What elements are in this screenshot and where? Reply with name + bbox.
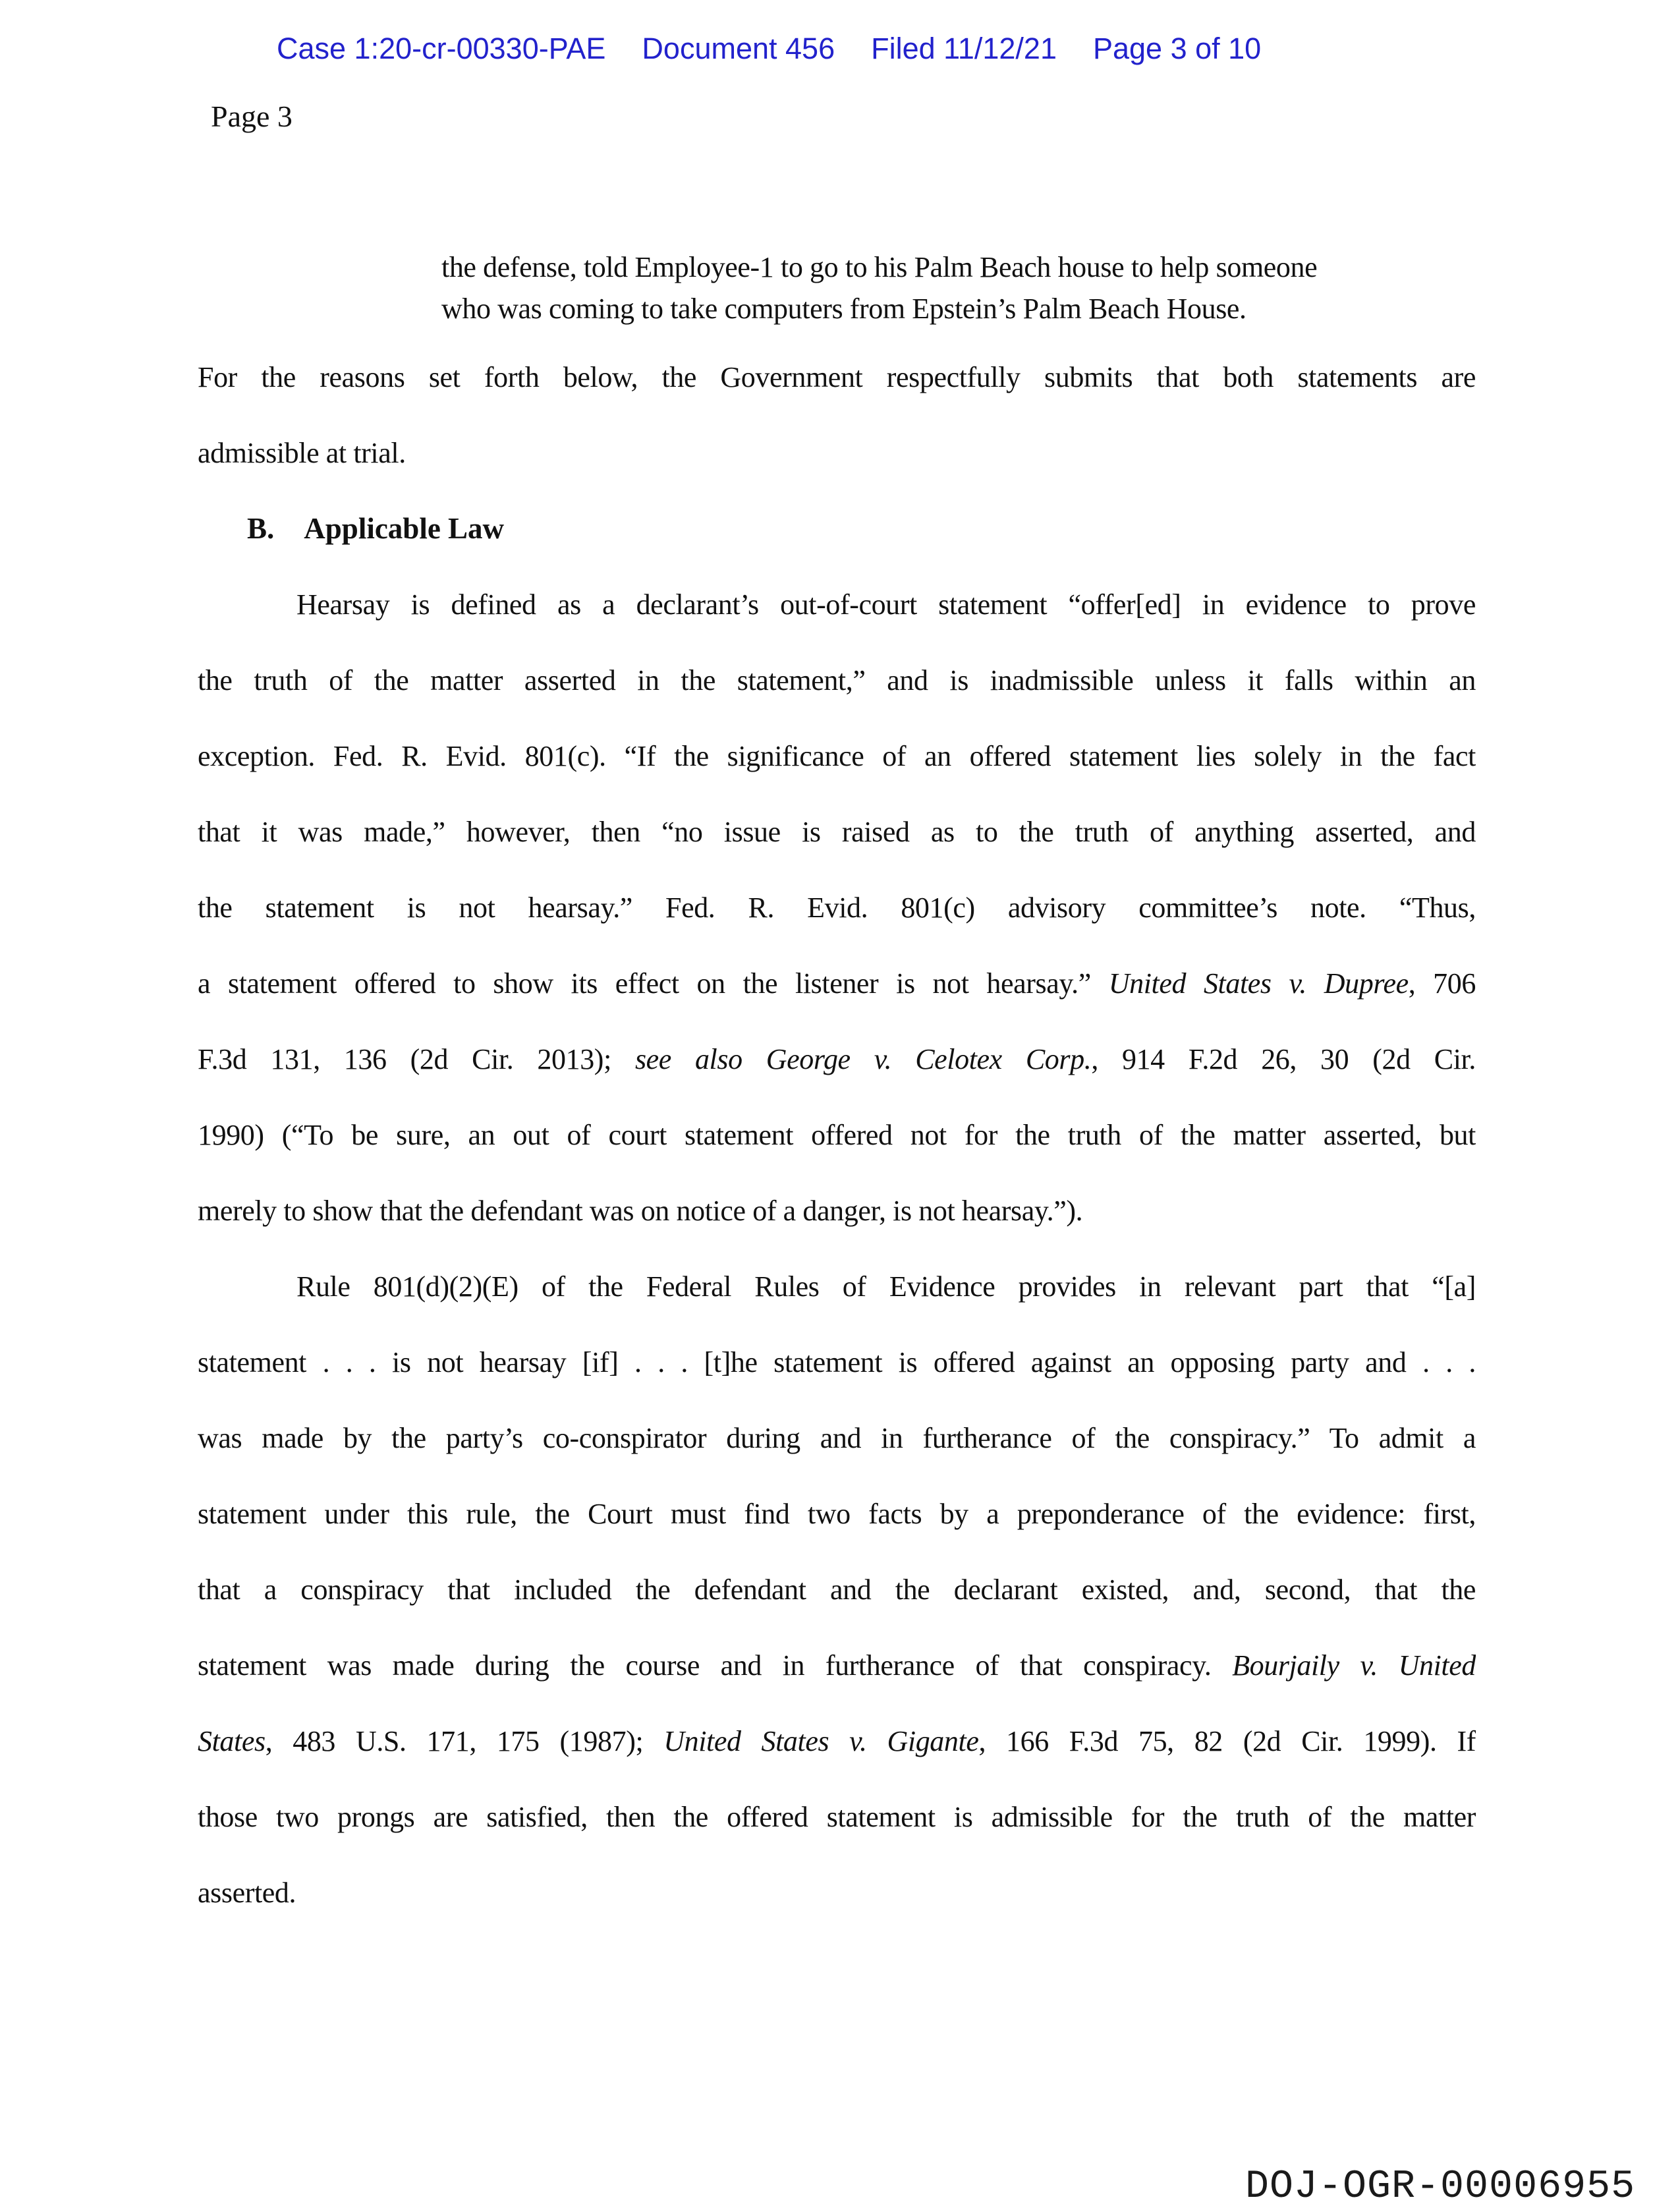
stamp-case-number: Case 1:20-cr-00330-PAE [277,32,606,65]
text-line [198,1476,1476,1552]
text-line [198,1173,1476,1249]
case-citation-italic: Bourjaily v. United [1232,1649,1476,1682]
text-segment: that a conspiracy that included the defendant and the declarant existed, and, second, that the [198,1574,1476,1606]
text-segment: the statement is not hearsay.” Fed. R. Evid. 801(c) advisory committee’s note. “Thus, [198,892,1476,924]
text-segment: statement . . . is not hearsay [if] . . . [t]he statement is offered against an opposing party and . . . [198,1346,1476,1378]
text-segment: statement was made during the course and in furtherance of that conspiracy. [198,1649,1233,1682]
text-line [198,718,1476,794]
text-segment: Hearsay is defined as a declarant’s out-of-court statement “offer[ed] in evidence to prove [296,588,1476,621]
text-segment: , 914 F.2d 26, 30 (2d Cir. [1091,1043,1476,1075]
text-line [198,642,1476,718]
text-line [198,1703,1476,1779]
text-segment: 1990) (“To be sure, an out of court statement offered not for the truth of the matter asserted, but [198,1119,1476,1151]
text-segment: those two prongs are satisfied, then the offered statement is admissible for the truth of the matter [198,1801,1476,1833]
text-segment: who was coming to take computers from Epstein’s Palm Beach House. [441,293,1246,325]
paragraph-rule-801 [198,1249,1476,1931]
text-segment: the truth of the matter asserted in the statement,” and is inadmissible unless it falls within an [198,664,1476,696]
stamp-document-number: Document 456 [642,32,835,65]
text-segment: , 706 [1408,967,1476,1000]
bates-number: DOJ-OGR-00006955 [1245,2165,1636,2209]
text-segment: asserted. [198,1877,296,1909]
text-segment: , 166 F.3d 75, 82 (2d Cir. 1999). If [978,1725,1476,1757]
case-citation-italic: United States v. Gigante [663,1725,979,1757]
text-segment: statement under this rule, the Court must find two facts by a preponderance of the evidence: first, [198,1498,1476,1530]
text-line [198,794,1476,870]
text-line [198,1779,1476,1855]
text-segment: , 483 U.S. 171, 175 (1987); [265,1725,664,1757]
text-line [198,1324,1476,1400]
court-filing-stamp [277,32,1261,66]
text-segment: the defense, told Employee-1 to go to his Palm Beach house to help someone [441,251,1318,283]
text-segment: For the reasons set forth below, the Government respectfully submits that both statements are [198,361,1476,393]
text-segment: admissible at trial. [198,437,406,469]
text-line [198,1021,1476,1097]
text-line [198,415,1476,491]
text-segment: Rule 801(d)(2)(E) of the Federal Rules of Evidence provides in relevant part that “[a] [296,1270,1476,1303]
text-segment: merely to show that the defendant was on notice of a danger, is not hearsay.”). [198,1195,1083,1227]
text-segment: that it was made,” however, then “no issue is raised as to the truth of anything asserted, and [198,816,1476,848]
paragraph-hearsay-definition [198,567,1476,1249]
stamp-page-count: Page 3 of 10 [1092,32,1262,65]
case-citation-italic: see also George v. Celotex Corp. [634,1043,1092,1075]
text-segment: exception. Fed. R. Evid. 801(c). “If the significance of an offered statement lies solely in the fact [198,740,1476,772]
text-line [441,246,1469,288]
paragraph-intro [198,339,1476,491]
text-line [198,1249,1476,1324]
case-citation-italic: United States v. Dupree [1108,967,1409,1000]
text-line [198,1400,1476,1476]
section-heading-number: B. [247,512,275,545]
text-line [198,870,1476,946]
text-line [441,288,1469,329]
case-citation-italic: States [198,1725,266,1757]
text-segment: was made by the party’s co-conspirator during and in furtherance of the conspiracy.” To admit a [198,1422,1476,1454]
text-line [198,1628,1476,1703]
section-heading-title: Applicable Law [304,512,505,545]
text-line [198,946,1476,1021]
text-segment: a statement offered to show its effect on the listener is not hearsay.” [198,967,1109,1000]
text-segment: F.3d 131, 136 (2d Cir. 2013); [198,1043,635,1075]
block-quote [441,246,1469,329]
text-line [198,1097,1476,1173]
stamp-filed-date: Filed 11/12/21 [871,32,1057,65]
text-line [198,1552,1476,1628]
page-number-label: Page 3 [211,99,293,133]
text-line [198,1855,1476,1931]
document-body [198,339,1476,1931]
section-heading [247,491,1476,567]
text-line [198,339,1476,415]
text-line [198,567,1476,642]
